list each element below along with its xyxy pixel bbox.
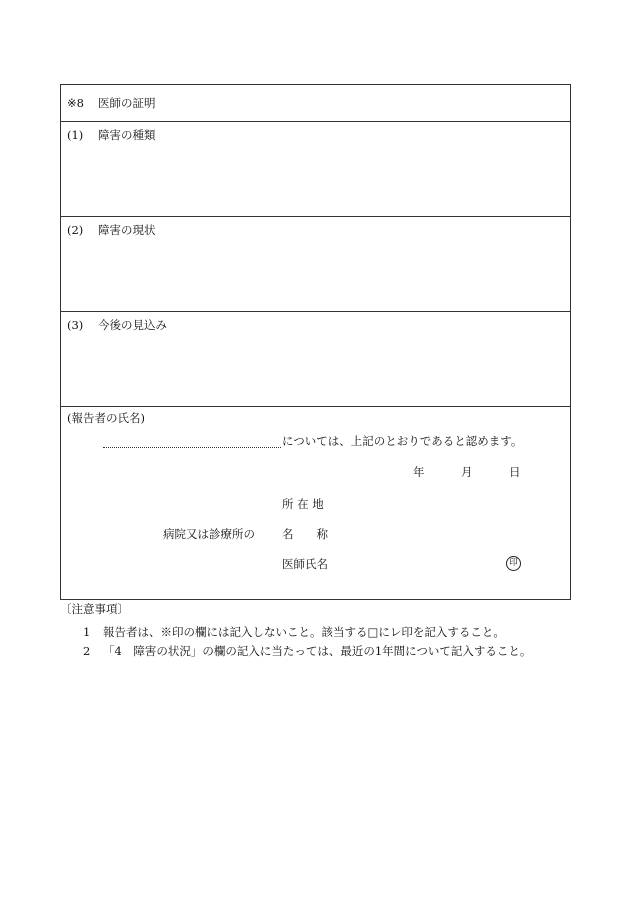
- doctor-certificate-form: [60, 84, 571, 600]
- section-disability-type[interactable]: [61, 121, 570, 216]
- signature-section: [61, 406, 570, 601]
- section-number: (1): [67, 128, 84, 142]
- section-number: (2): [67, 223, 84, 237]
- form-header-row: [61, 85, 570, 121]
- notes-heading: 〔注意事項〕: [60, 602, 129, 616]
- institution-name-label: 名 称: [282, 527, 328, 541]
- date-year-label: 年: [413, 465, 425, 479]
- certification-text: については、上記のとおりであると認めます。: [282, 434, 523, 448]
- doctor-name-label: 医師氏名: [282, 557, 328, 571]
- seal-icon: 印: [506, 556, 521, 571]
- section-label: 障害の現状: [98, 223, 156, 237]
- section-label: 障害の種類: [98, 128, 156, 142]
- date-day-label: 日: [509, 465, 521, 479]
- note-text: 報告者は、※印の欄には記入しないこと。該当する□にレ印を記入すること。: [103, 625, 505, 639]
- note-text: 「4 障害の状況」の欄の記入に当たっては、最近の1年間について記入すること。: [103, 644, 532, 658]
- institution-label: 病院又は診療所の: [163, 527, 255, 541]
- section-label: 今後の見込み: [98, 318, 167, 332]
- date-month-label: 月: [461, 465, 473, 479]
- header-mark: ※8: [67, 96, 84, 110]
- note-number: 2: [83, 644, 91, 658]
- section-number: (3): [67, 318, 84, 332]
- section-future-outlook[interactable]: [61, 311, 570, 406]
- section-disability-status[interactable]: [61, 216, 570, 311]
- reporter-name-label: (報告者の氏名): [67, 411, 145, 425]
- address-label: 所 在 地: [282, 497, 324, 511]
- header-title: 医師の証明: [98, 96, 156, 110]
- note-number: 1: [83, 625, 91, 639]
- reporter-name-field[interactable]: [103, 447, 281, 448]
